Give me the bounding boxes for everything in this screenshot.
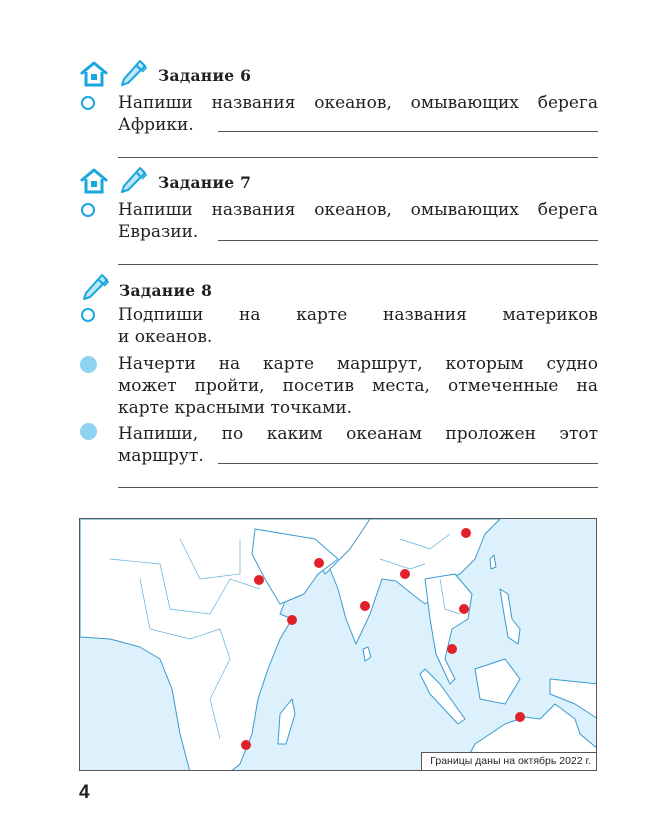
route-point bbox=[287, 615, 297, 625]
marker-dot-icon bbox=[80, 423, 97, 440]
route-point bbox=[461, 528, 471, 538]
answer-line[interactable] bbox=[118, 487, 598, 488]
answer-line[interactable] bbox=[218, 131, 598, 132]
taiwan-landmass bbox=[490, 555, 496, 569]
route-point bbox=[400, 569, 410, 579]
pen-icon bbox=[80, 272, 110, 302]
home-icon bbox=[80, 167, 108, 195]
task-title: Задание 7 bbox=[158, 173, 252, 192]
philippines-landmass bbox=[500, 589, 520, 644]
sri-lanka-landmass bbox=[363, 647, 371, 661]
answer-line[interactable] bbox=[218, 463, 598, 464]
route-point bbox=[447, 644, 457, 654]
route-point bbox=[314, 558, 324, 568]
indochina-landmass bbox=[425, 574, 472, 684]
madagascar-landmass bbox=[278, 699, 295, 744]
page-number: 4 bbox=[79, 782, 90, 803]
route-point bbox=[360, 601, 370, 611]
marker-ring-icon bbox=[81, 203, 95, 217]
task-8-item-3: Напиши, по каким океанам проложен этот маршрут. bbox=[118, 424, 598, 466]
pen-icon bbox=[118, 58, 148, 88]
map-landmasses bbox=[80, 519, 597, 771]
borneo-landmass bbox=[475, 659, 520, 704]
map-caption: Границы даны на октябрь 2022 г. bbox=[421, 752, 596, 770]
task-6-text: Напиши названия океанов, омывающих берега Африки. bbox=[118, 93, 598, 135]
sumatra-landmass bbox=[420, 669, 465, 724]
route-point bbox=[515, 712, 525, 722]
route-point bbox=[459, 604, 469, 614]
home-icon bbox=[80, 60, 108, 88]
task-8-item-1: Подпиши на карте названия материков и океанов. bbox=[118, 305, 598, 347]
task-8-item-2: Начерти на карте маршрут, которым судно может пройти, посетив места, отмеченные на карте красными точками. bbox=[118, 354, 598, 418]
marker-ring-icon bbox=[81, 308, 95, 322]
answer-line[interactable] bbox=[118, 157, 598, 158]
route-point bbox=[254, 575, 264, 585]
task-7-text: Напиши названия океанов, омывающих берега Евразии. bbox=[118, 200, 598, 242]
answer-line[interactable] bbox=[118, 264, 598, 265]
pen-icon bbox=[118, 165, 148, 195]
task-title: Задание 6 bbox=[158, 66, 252, 85]
answer-line[interactable] bbox=[218, 240, 598, 241]
task-title: Задание 8 bbox=[119, 281, 213, 300]
marker-dot-icon bbox=[80, 356, 97, 373]
outline-map[interactable] bbox=[79, 518, 597, 771]
route-point bbox=[241, 740, 251, 750]
marker-ring-icon bbox=[81, 96, 95, 110]
